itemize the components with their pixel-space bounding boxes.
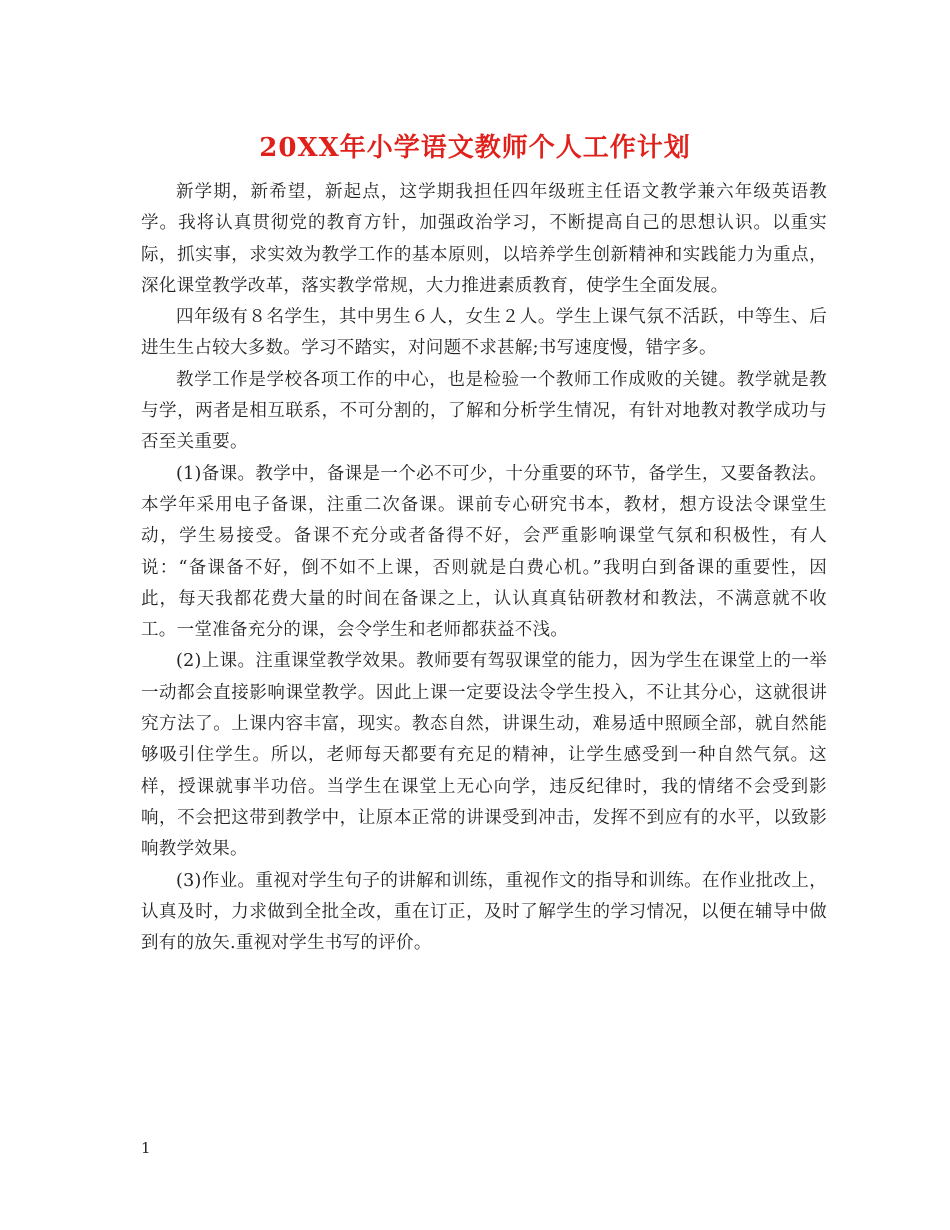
- page-number: 1: [141, 1139, 151, 1157]
- paragraph: 教学工作是学校各项工作的中心，也是检验一个教师工作成败的关键。教学就是教与学，两者是相互联系，不可分割的，了解和分析学生情况，有针对地教对教学成功与否至关重要。: [141, 369, 827, 453]
- document-body: [141, 177, 827, 959]
- paragraph: (1)备课。教学中，备课是一个必不可少，十分重要的环节，备学生，又要备教法。本学年采用电子备课，注重二次备课。课前专心研究书本，教材，想方设法令课堂生动，学生易接受。备课不充分或者备得不好，会严重影响课堂气氛和积极性，有人说：“备课备不好，倒不如不上课，否则就是白费心机。”我明白到备课的重要性，因此，每天我都花费大量的时间在备课之上，认认真真钻研教材和教法，不满意就不收工。一堂准备充分的课，会令学生和老师都获益不浅。: [141, 463, 827, 641]
- paragraph: 新学期，新希望，新起点，这学期我担任四年级班主任语文教学兼六年级英语教学。我将认真贯彻党的教育方针，加强政治学习，不断提高自己的思想认识。以重实际，抓实事，求实效为教学工作的基本原则，以培养学生创新精神和实践能力为重点，深化课堂教学改革，落实教学常规，大力推进素质教育，使学生全面发展。: [141, 182, 827, 296]
- paragraph: 四年级有８名学生，其中男生６人，女生２人。学生上课气氛不活跃，中等生、后进生生占较大多数。学习不踏实，对问题不求甚解;书写速度慢，错字多。: [141, 307, 827, 359]
- paragraph: (2)上课。注重课堂教学效果。教师要有驾驭课堂的能力，因为学生在课堂上的一举一动都会直接影响课堂教学。因此上课一定要设法令学生投入，不让其分心，这就很讲究方法了。上课内容丰富，现实。教态自然，讲课生动，难易适中照顾全部，就自然能够吸引住学生。所以，老师每天都要有充足的精神，让学生感受到一种自然气氛。这样，授课就事半功倍。当学生在课堂上无心向学，违反纪律时，我的情绪不会受到影响，不会把这带到教学中，让原本正常的讲课受到冲击，发挥不到应有的水平，以致影响教学效果。: [141, 651, 827, 860]
- paragraph: (3)作业。重视对学生句子的讲解和训练，重视作文的指导和训练。在作业批改上，认真及时，力求做到全批全改，重在订正，及时了解学生的学习情况，以便在辅导中做到有的放矢.重视对学生书写的评价。: [141, 870, 827, 954]
- document-title: 20XX年小学语文教师个人工作计划: [259, 133, 691, 163]
